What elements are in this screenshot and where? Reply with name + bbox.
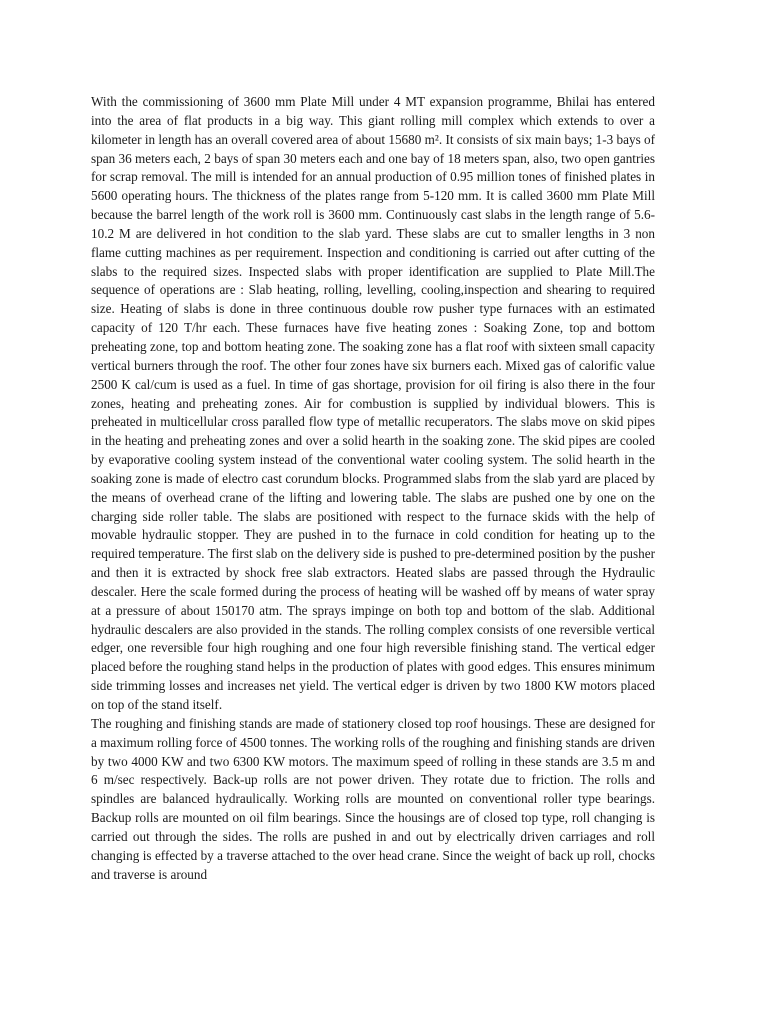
- paragraph-plate-mill-overview: With the commissioning of 3600 mm Plate Mill under 4 MT expansion programme, Bhilai has entered into the area of flat products in a big way. This giant rolling mill complex which extends to over a kilometer in length has an overall covered area of about 15680 m². It consists of six main bays; 1-3 bays of span 36 meters each, 2 bays of span 30 meters each and one bay of 18 meters span, also, two open gantries for scrap removal. The mill is intended for an annual production of 0.95 million tones of finished plates in 5600 operating hours. The thickness of the plates range from 5-120 mm. It is called 3600 mm Plate Mill because the barrel length of the work roll is 3600 mm. Continuously cast slabs in the length range of 5.6-10.2 M are delivered in hot condition to the slab yard. These slabs are cut to smaller lengths in 3 non flame cutting machines as per requirement. Inspection and conditioning is carried out after cutting of the slabs to the required sizes. Inspected slabs with proper identification are supplied to Plate Mill.The sequence of operations are : Slab heating, rolling, levelling, cooling,inspection and shearing to required size. Heating of slabs is done in three continuous double row pusher type furnaces with an estimated capacity of 120 T/hr each. These furnaces have five heating zones : Soaking Zone, top and bottom preheating zone, top and bottom heating zone. The soaking zone has a flat roof with sixteen small capacity vertical burners through the roof. The other four zones have six burners each. Mixed gas of calorific value 2500 K cal/cum is used as a fuel. In time of gas shortage, provision for oil firing is also there in the four zones, heating and preheating zones. Air for combustion is supplied by individual blowers. This is preheated in multicellular cross paralled flow type of metallic recuperators. The slabs move on skid pipes in the heating and preheating zones and over a solid hearth in the soaking zone. The skid pipes are cooled by evaporative cooling system instead of the conventional water cooling system. The solid hearth in the soaking zone is made of electro cast corundum blocks. Programmed slabs from the slab yard are placed by the means of overhead crane of the lifting and lowering table. The slabs are pushed one by one on the charging side roller table. The slabs are positioned with respect to the furnace skids with the help of movable hydraulic stopper. They are pushed in to the furnace in cold condition for heating up to the required temperature. The first slab on the delivery side is pushed to pre-determined position by the pusher and then it is extracted by shock free slab extractors. Heated slabs are passed through the Hydraulic descaler. Here the scale formed during the process of heating will be washed off by means of water spray at a pressure of about 150170 atm. The sprays impinge on both top and bottom of the slab. Additional hydraulic descalers are also provided in the stands. The rolling complex consists of one reversible vertical edger, one reversible four high roughing and one four high reversible finishing stand. The vertical edger placed before the roughing stand helps in the production of plates with good edges. This ensures minimum side trimming losses and increases net yield. The vertical edger is driven by two 1800 KW motors placed on top of the stand itself.: [91, 94, 655, 712]
- paragraph-roughing-finishing-stands: The roughing and finishing stands are made of stationery closed top roof housings. These are designed for a maximum rolling force of 4500 tonnes. The working rolls of the roughing and finishing stands are driven by two 4000 KW and two 6300 KW motors. The maximum speed of rolling in these stands are 3.5 m and 6 m/sec respectively. Back-up rolls are not power driven. They rotate due to friction. The rolls and spindles are balanced hydraulically. Working rolls are mounted on conventional roller type bearings. Backup rolls are mounted on oil film bearings. Since the housings are of closed top type, roll changing is carried out through the sides. The rolls are pushed in and out by electrically driven carriages and roll changing is effected by a traverse attached to the over head crane. Since the weight of back up roll, chocks and traverse is around: [91, 715, 655, 882]
- body-text: [91, 93, 655, 884]
